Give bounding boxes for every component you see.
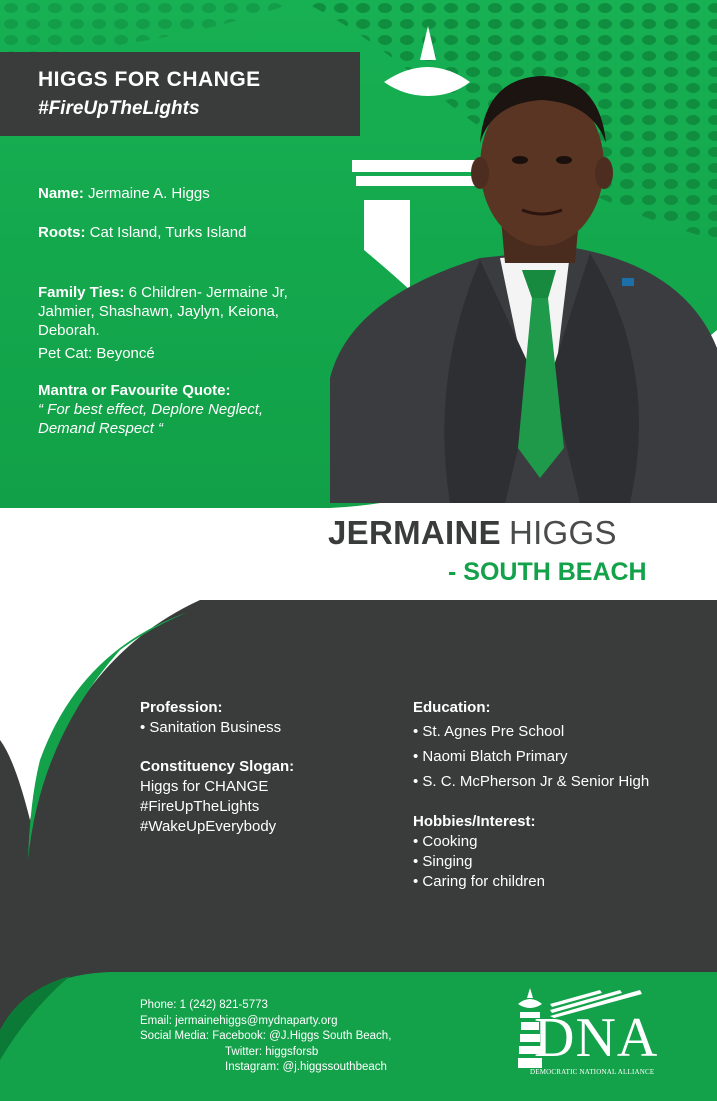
- candidate-first-name: JERMAINE: [328, 514, 501, 551]
- twitter-text: Twitter: higgsforsb: [225, 1045, 319, 1058]
- social-text: Social Media: Facebook: @J.Higgs South Beach,: [140, 1030, 392, 1042]
- slogan-heading: Constituency Slogan:: [140, 758, 295, 775]
- profession-item: • Sanitation Business: [140, 719, 282, 736]
- constituency-name: - SOUTH BEACH: [448, 558, 647, 586]
- name-field: [38, 184, 358, 203]
- family-value: 6 Children- Jermaine Jr, Jahmier, Shashawn, Jaylyn, Keiona, Deborah.: [38, 284, 288, 339]
- dna-logo: [500, 986, 690, 1081]
- family-label: Family Ties:: [38, 284, 125, 301]
- roots-label: Roots:: [38, 224, 86, 241]
- mantra-label: Mantra or Favourite Quote:: [38, 382, 231, 399]
- hobby-item: • Caring for children: [413, 873, 545, 890]
- hobby-item: • Cooking: [413, 833, 478, 850]
- hobbies-heading: Hobbies/Interest:: [413, 813, 536, 830]
- profession-heading: Profession:: [140, 699, 223, 716]
- dna-logo-letters: DNA: [534, 1007, 659, 1069]
- education-item: • St. Agnes Pre School: [413, 723, 565, 740]
- candidate-last-name: HIGGS: [508, 514, 617, 551]
- instagram-text: Instagram: @j.higgssouthbeach: [225, 1061, 387, 1073]
- dna-logo-fullname: DEMOCRATIC NATIONAL ALLIANCE: [530, 1068, 655, 1076]
- pet-field: Pet Cat: Beyoncé: [38, 345, 155, 362]
- name-value: Jermaine A. Higgs: [88, 185, 210, 202]
- slogan-line: #WakeUpEverybody: [140, 818, 277, 835]
- slogan-line: #FireUpTheLights: [140, 798, 260, 815]
- roots-field: [38, 223, 358, 242]
- mantra-line-2: Demand Respect “: [38, 420, 164, 437]
- family-field: [38, 283, 338, 340]
- hobby-item: • Singing: [413, 853, 473, 870]
- name-label: Name:: [38, 185, 84, 202]
- slogan-line: Higgs for CHANGE: [140, 778, 269, 795]
- education-item: • S. C. McPherson Jr & Senior High: [413, 773, 650, 790]
- candidate-photo: [330, 48, 717, 503]
- candidate-name: [328, 514, 617, 552]
- phone-text: Phone: 1 (242) 821-5773: [140, 999, 268, 1011]
- education-item: • Naomi Blatch Primary: [413, 748, 568, 765]
- contact-block: [140, 998, 391, 1076]
- campaign-title: HIGGS FOR CHANGE: [38, 68, 261, 91]
- mantra-line-1: “ For best effect, Deplore Neglect,: [38, 401, 264, 418]
- education-heading: Education:: [413, 699, 491, 716]
- email-text: Email: jermainehiggs@mydnaparty.org: [140, 1014, 338, 1027]
- campaign-hashtag: #FireUpTheLights: [38, 98, 200, 119]
- title-banner: [0, 52, 360, 136]
- roots-value: Cat Island, Turks Island: [89, 224, 247, 241]
